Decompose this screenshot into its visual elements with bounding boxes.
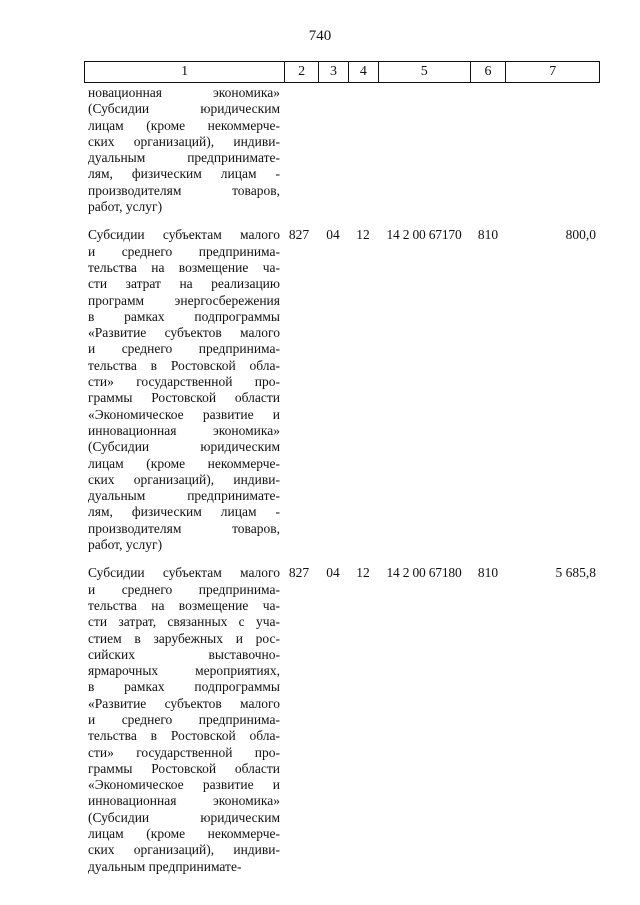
column-header-6: 6 (470, 62, 506, 82)
description-line: производителям товаров, (88, 520, 280, 536)
description-line: лям, физическим лицам - (88, 166, 280, 182)
table-body (84, 85, 600, 887)
description-line: тельства на возмещение ча- (88, 597, 280, 613)
description-line: сти» государственной про- (88, 744, 280, 760)
expense-type-cell: 810 (477, 227, 499, 243)
description-line: лям, физическим лицам - (88, 504, 280, 520)
description-line: ских организаций), индиви- (88, 133, 280, 149)
description-line: инновационная экономика» (88, 422, 280, 438)
table-header-row (84, 61, 600, 83)
amount-cell: 5 685,8 (555, 565, 596, 581)
description-line: в рамках подпрограммы (88, 308, 280, 324)
description-line: и среднего предпринима- (88, 581, 280, 597)
description-line: дуальным предпринимате- (88, 150, 280, 166)
column-header-5: 5 (378, 62, 470, 82)
description-line: лицам (кроме некоммерче- (88, 117, 280, 133)
description-line: стием в зарубежных и рос- (88, 630, 280, 646)
column-header-1: 1 (181, 64, 189, 79)
description-line: сти затрат на реализацию (88, 276, 280, 292)
description-line: инновационная экономика» (88, 793, 280, 809)
target-article-cell: 14 2 00 67180 (386, 565, 462, 581)
description-line: лицам (кроме некоммерче- (88, 455, 280, 471)
row-description (84, 227, 280, 553)
description-line: тельства на возмещение ча- (88, 259, 280, 275)
table-row (84, 227, 600, 553)
description-line: производителям товаров, (88, 182, 280, 198)
section-code-cell: 04 (326, 227, 340, 243)
description-line: (Субсидии юридическим (88, 439, 280, 455)
description-line: сти затрат, связанных с уча- (88, 614, 280, 630)
column-header-3: 3 (318, 62, 348, 82)
target-article-cell: 14 2 00 67170 (386, 227, 462, 243)
description-line: «Экономическое развитие и (88, 777, 280, 793)
description-line: (Субсидии юридическим (88, 809, 280, 825)
description-line: тельства в Ростовской обла- (88, 357, 280, 373)
description-line: граммы Ростовской области (88, 390, 280, 406)
description-line: (Субсидии юридическим (88, 101, 280, 117)
description-line: сийских выставочно- (88, 646, 280, 662)
description-line: тельства в Ростовской обла- (88, 728, 280, 744)
description-line: дуальным предпринимате- (88, 858, 242, 874)
subsection-code-cell: 12 (356, 227, 370, 243)
column-header-7: 7 (505, 62, 599, 82)
table-row (84, 85, 600, 215)
description-line: и среднего предпринима- (88, 243, 280, 259)
description-line: в рамках подпрограммы (88, 679, 280, 695)
description-line: Субсидии субъектам малого (88, 227, 280, 243)
description-line: ских организаций), индиви- (88, 842, 280, 858)
description-line: лицам (кроме некоммерче- (88, 826, 280, 842)
amount-cell: 800,0 (565, 227, 596, 243)
description-line: ских организаций), индиви- (88, 471, 280, 487)
description-line: Субсидии субъектам малого (88, 565, 280, 581)
expense-type-cell: 810 (477, 565, 499, 581)
description-line: ярмарочных мероприятиях, (88, 663, 280, 679)
description-line: «Экономическое развитие и (88, 406, 280, 422)
description-line: и среднего предпринима- (88, 711, 280, 727)
description-line: «Развитие субъектов малого (88, 325, 280, 341)
description-line: новационная экономика» (88, 85, 280, 100)
description-line: программ энергосбережения (88, 292, 280, 308)
row-description (84, 85, 280, 215)
column-header-2: 2 (284, 62, 318, 82)
description-line: работ, услуг) (88, 537, 163, 553)
table-row (84, 565, 600, 875)
subsection-code-cell: 12 (356, 565, 370, 581)
section-code-cell: 04 (326, 565, 340, 581)
description-line: дуальным предпринимате- (88, 488, 280, 504)
column-header-4: 4 (348, 62, 378, 82)
ministry-code-cell: 827 (288, 565, 310, 581)
page-number: 740 (308, 28, 332, 44)
description-line: сти» государственной про- (88, 374, 280, 390)
description-line: граммы Ростовской области (88, 760, 280, 776)
description-line: работ, услуг) (88, 199, 163, 215)
description-line: «Развитие субъектов малого (88, 695, 280, 711)
ministry-code-cell: 827 (288, 227, 310, 243)
row-description (84, 565, 280, 875)
description-line: и среднего предпринима- (88, 341, 280, 357)
